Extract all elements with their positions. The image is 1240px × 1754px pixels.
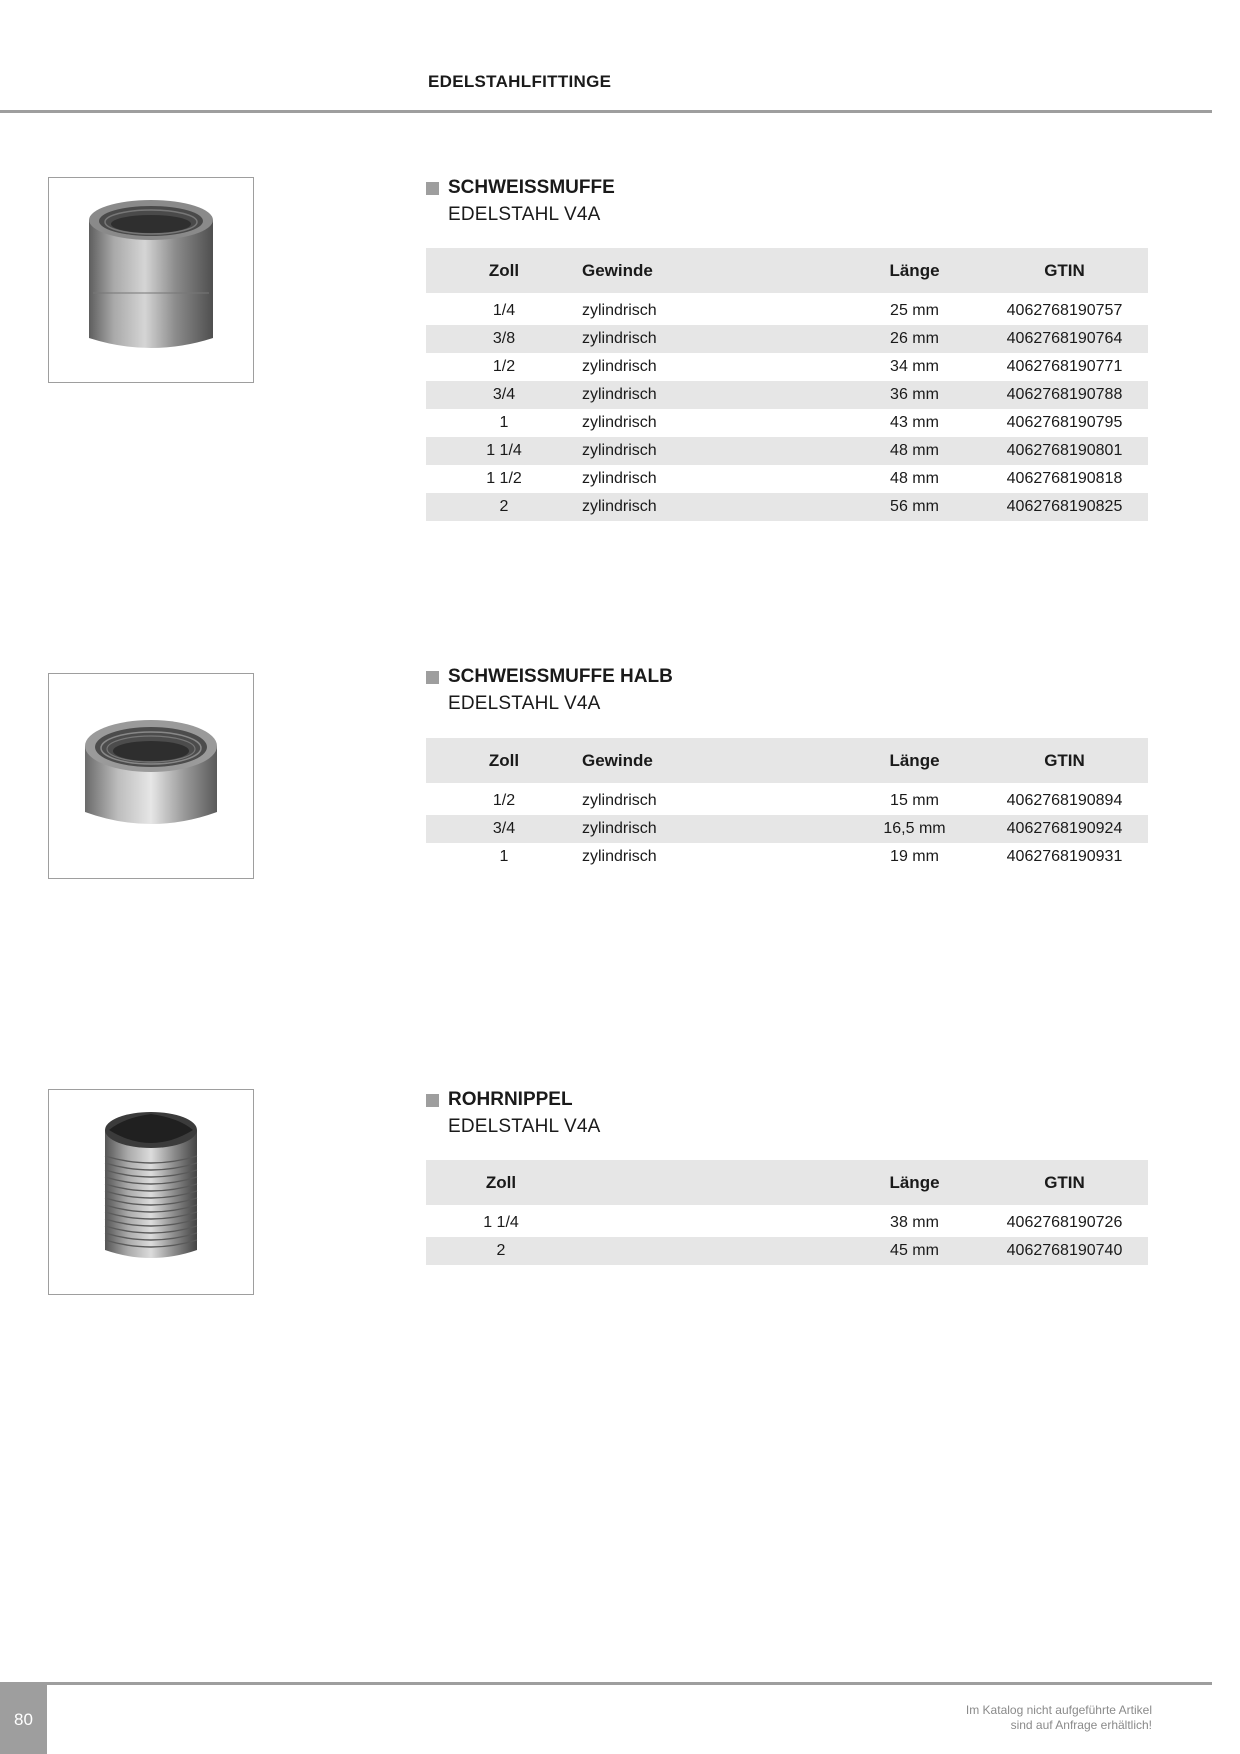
cell-laenge: 43 mm [890, 414, 939, 431]
table-header-row [426, 1160, 1148, 1205]
cell-zoll: 1/4 [492, 302, 516, 319]
table-row [426, 787, 1148, 815]
section-subtitle: EDELSTAHL V4A [448, 693, 601, 714]
footer-note [966, 1703, 1152, 1733]
column-header-laenge: Länge [848, 1160, 981, 1205]
column-header-gtin: GTIN [981, 248, 1148, 293]
column-header-gewinde: Gewinde [582, 248, 848, 293]
table-row [426, 465, 1148, 493]
section-title: SCHWEISSMUFFE HALB [448, 666, 673, 687]
column-header-gewinde: Gewinde [582, 738, 848, 783]
cell-gewinde: zylindrisch [582, 381, 848, 409]
cell-zoll: 1 [499, 414, 509, 431]
cell-laenge: 15 mm [890, 792, 939, 809]
column-header-laenge: Länge [848, 248, 981, 293]
page-header-title: EDELSTAHLFITTINGE [428, 72, 612, 91]
cell-gtin: 4062768190924 [981, 815, 1148, 843]
table-row [426, 493, 1148, 521]
section-schweissmuffe-heading [426, 176, 615, 226]
table-row [426, 437, 1148, 465]
table-header-row [426, 248, 1148, 293]
column-header-zoll: Zoll [426, 248, 582, 293]
section-schweissmuffe-halb-heading [426, 665, 673, 715]
table-row [426, 297, 1148, 325]
cell-gtin: 4062768190818 [1006, 470, 1123, 487]
footer-divider [0, 1682, 1212, 1685]
cell-zoll: 1 1/2 [486, 470, 522, 487]
cell-laenge: 36 mm [848, 381, 981, 409]
square-bullet-icon [426, 182, 439, 195]
cell-gewinde: zylindrisch [582, 414, 657, 431]
cell-laenge: 34 mm [890, 358, 939, 375]
column-header-gtin: GTIN [981, 1160, 1148, 1205]
table-row [426, 815, 1148, 843]
cell-gtin: 4062768190740 [981, 1237, 1148, 1265]
table-row [426, 843, 1148, 871]
cell-zoll: 2 [426, 493, 582, 521]
cell-laenge: 19 mm [890, 848, 939, 865]
product-photo-schweissmuffe [48, 177, 254, 383]
column-header-zoll: Zoll [426, 738, 582, 783]
cell-gewinde: zylindrisch [582, 302, 657, 319]
cell-laenge: 26 mm [848, 325, 981, 353]
section-rohrnippel-heading [426, 1088, 601, 1138]
cell-zoll: 3/4 [426, 815, 582, 843]
table-row [426, 409, 1148, 437]
cell-gewinde: zylindrisch [582, 437, 848, 465]
product-photo-rohrnippel [48, 1089, 254, 1295]
header-divider [0, 110, 1212, 113]
product-photo-schweissmuffe-halb [48, 673, 254, 879]
cell-zoll: 1 [499, 848, 509, 865]
cell-zoll: 1 1/4 [483, 1214, 519, 1231]
table-row [426, 353, 1148, 381]
cell-laenge: 48 mm [890, 470, 939, 487]
footer-note-line-2: sind auf Anfrage erhältlich! [1010, 1718, 1152, 1732]
table-row [426, 1209, 1148, 1237]
square-bullet-icon [426, 671, 439, 684]
cell-laenge: 16,5 mm [848, 815, 981, 843]
section-subtitle: EDELSTAHL V4A [448, 1116, 601, 1137]
column-header-laenge: Länge [848, 738, 981, 783]
cell-laenge: 45 mm [848, 1237, 981, 1265]
table-row [426, 381, 1148, 409]
cell-gtin: 4062768190825 [981, 493, 1148, 521]
spec-table-schweissmuffe [426, 248, 1148, 521]
cell-laenge: 48 mm [848, 437, 981, 465]
section-subtitle: EDELSTAHL V4A [448, 204, 601, 225]
cell-gewinde: zylindrisch [582, 815, 848, 843]
column-header-zoll: Zoll [426, 1160, 576, 1205]
cell-gtin: 4062768190788 [981, 381, 1148, 409]
cell-gtin: 4062768190894 [1006, 792, 1123, 809]
cell-gtin: 4062768190726 [1006, 1214, 1123, 1231]
cell-zoll: 1 1/4 [426, 437, 582, 465]
square-bullet-icon [426, 1094, 439, 1107]
cell-gewinde: zylindrisch [582, 470, 657, 487]
cell-gewinde: zylindrisch [582, 792, 657, 809]
cell-gewinde: zylindrisch [582, 325, 848, 353]
cell-gewinde: zylindrisch [582, 358, 657, 375]
cell-gtin: 4062768190795 [1006, 414, 1123, 431]
table-row [426, 325, 1148, 353]
cell-gewinde: zylindrisch [582, 493, 848, 521]
cell-zoll: 3/4 [426, 381, 582, 409]
table-row [426, 1237, 1148, 1265]
cell-gewinde: zylindrisch [582, 848, 657, 865]
cell-zoll: 1/2 [492, 358, 516, 375]
cell-zoll: 2 [426, 1237, 576, 1265]
cell-gtin: 4062768190764 [981, 325, 1148, 353]
section-title: ROHRNIPPEL [448, 1089, 573, 1110]
cell-laenge: 38 mm [890, 1214, 939, 1231]
cell-zoll: 3/8 [426, 325, 582, 353]
cell-zoll: 1/2 [492, 792, 516, 809]
pipe-nipple-photo [49, 1090, 253, 1296]
footer-note-line-1: Im Katalog nicht aufgeführte Artikel [965, 1703, 1152, 1717]
column-header-gtin: GTIN [981, 738, 1148, 783]
cell-laenge: 25 mm [890, 302, 939, 319]
section-title: SCHWEISSMUFFE [448, 177, 615, 198]
cell-laenge: 56 mm [848, 493, 981, 521]
spec-table-schweissmuffe-halb [426, 738, 1148, 871]
table-header-row [426, 738, 1148, 783]
cell-gtin: 4062768190931 [1006, 848, 1123, 865]
cell-gtin: 4062768190801 [981, 437, 1148, 465]
page-number: 80 [0, 1685, 47, 1754]
cell-gtin: 4062768190771 [1006, 358, 1123, 375]
half-weld-socket-photo [49, 674, 253, 880]
weld-socket-photo [49, 178, 253, 382]
cell-gtin: 4062768190757 [1006, 302, 1123, 319]
spec-table-rohrnippel [426, 1160, 1148, 1265]
